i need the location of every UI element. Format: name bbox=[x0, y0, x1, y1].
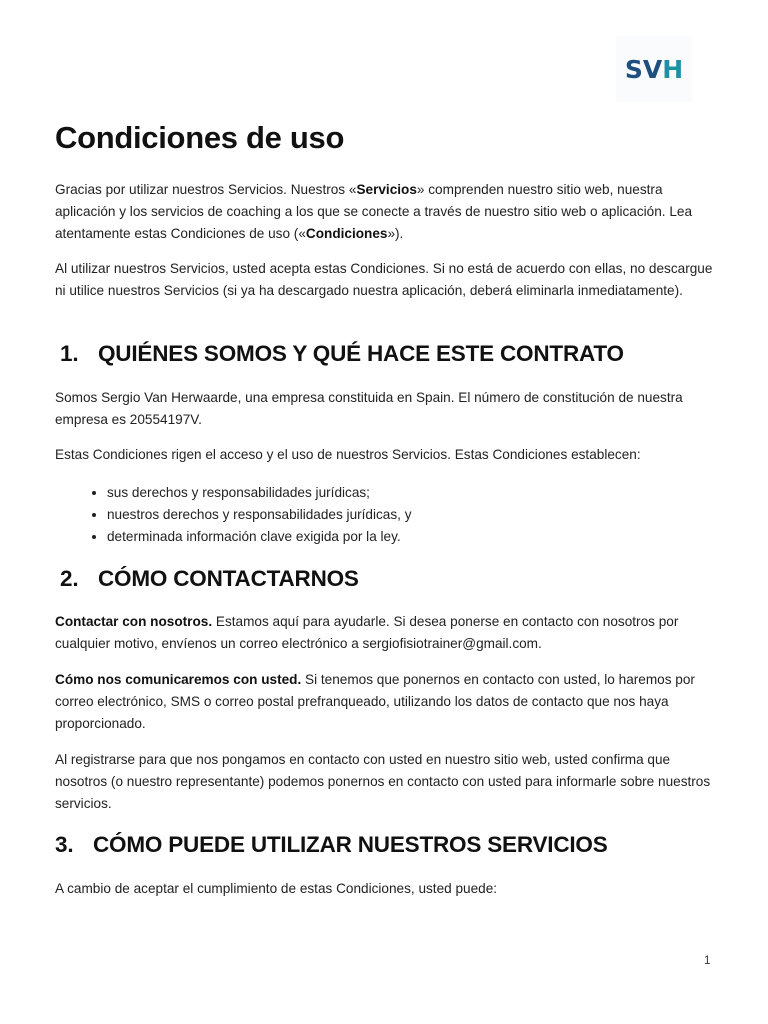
section-1-title: QUIÉNES SOMOS Y QUÉ HACE ESTE CONTRATO bbox=[98, 341, 624, 366]
page-title: Condiciones de uso bbox=[55, 120, 345, 155]
section-3-title: CÓMO PUEDE UTILIZAR NUESTROS SERVICIOS bbox=[93, 832, 608, 857]
section-1-paragraph-2: Estas Condiciones rigen el acceso y el uso de nuestros Servicios. Estas Condiciones establecen: bbox=[55, 447, 641, 462]
section-1-paragraph-1: Somos Sergio Van Herwaarde, una empresa constituida en Spain. El número de constitución de nuestra empresa es 20554197V. bbox=[55, 390, 683, 427]
section-1-heading bbox=[55, 341, 624, 367]
section-3-heading bbox=[55, 832, 608, 858]
list-item: • determinada información clave exigida por la ley. bbox=[107, 526, 412, 548]
section-1-bullet-list bbox=[55, 482, 412, 548]
logo-text: SVH bbox=[624, 54, 684, 84]
section-2-heading bbox=[55, 566, 359, 592]
section-2-paragraph-1: Contactar con nosotros. Estamos aquí para ayudarle. Si desea ponerse en contacto con nosotros por cualquier motivo, envíenos un correo electrónico a sergiofisiotrainer@gmail.com. bbox=[55, 614, 679, 651]
section-3-number: 3. bbox=[55, 832, 74, 857]
intro-paragraph-1: Gracias por utilizar nuestros Servicios. Nuestros «Servicios» comprenden nuestro sitio web, nuestra aplicación y los servicios de coaching a los que se conecte a través de nuestro sitio web o aplicación. Lea atentamente estas Condiciones de uso («Condiciones»). bbox=[55, 182, 693, 241]
page-number: 1 bbox=[704, 955, 711, 967]
section-2-number: 2. bbox=[60, 566, 79, 591]
section-2-title: CÓMO CONTACTARNOS bbox=[98, 566, 359, 591]
section-3-paragraph-1: A cambio de aceptar el cumplimiento de estas Condiciones, usted puede: bbox=[55, 881, 498, 896]
list-item: • nuestros derechos y responsabilidades jurídicas, y bbox=[107, 504, 412, 526]
company-logo bbox=[616, 36, 692, 102]
intro-paragraph-2: Al utilizar nuestros Servicios, usted acepta estas Condiciones. Si no está de acuerdo con ellas, no descargue ni utilice nuestros Servicios (si ya ha descargado nuestra aplicación, deberá eliminarla inmediatamente). bbox=[55, 261, 713, 298]
section-2-paragraph-3: Al registrarse para que nos pongamos en contacto con usted en nuestro sitio web, usted confirma que nosotros (o nuestro representante) podemos ponernos en contacto con usted para informarle sobre nuestros servicios. bbox=[55, 752, 711, 811]
section-1-number: 1. bbox=[60, 341, 79, 366]
list-item: • sus derechos y responsabilidades jurídicas; bbox=[107, 482, 412, 504]
section-2-paragraph-2: Cómo nos comunicaremos con usted. Si tenemos que ponernos en contacto con usted, lo haremos por correo electrónico, SMS o correo postal prefranqueado, utilizando los datos de contacto que nos haya proporcionado. bbox=[55, 672, 695, 731]
